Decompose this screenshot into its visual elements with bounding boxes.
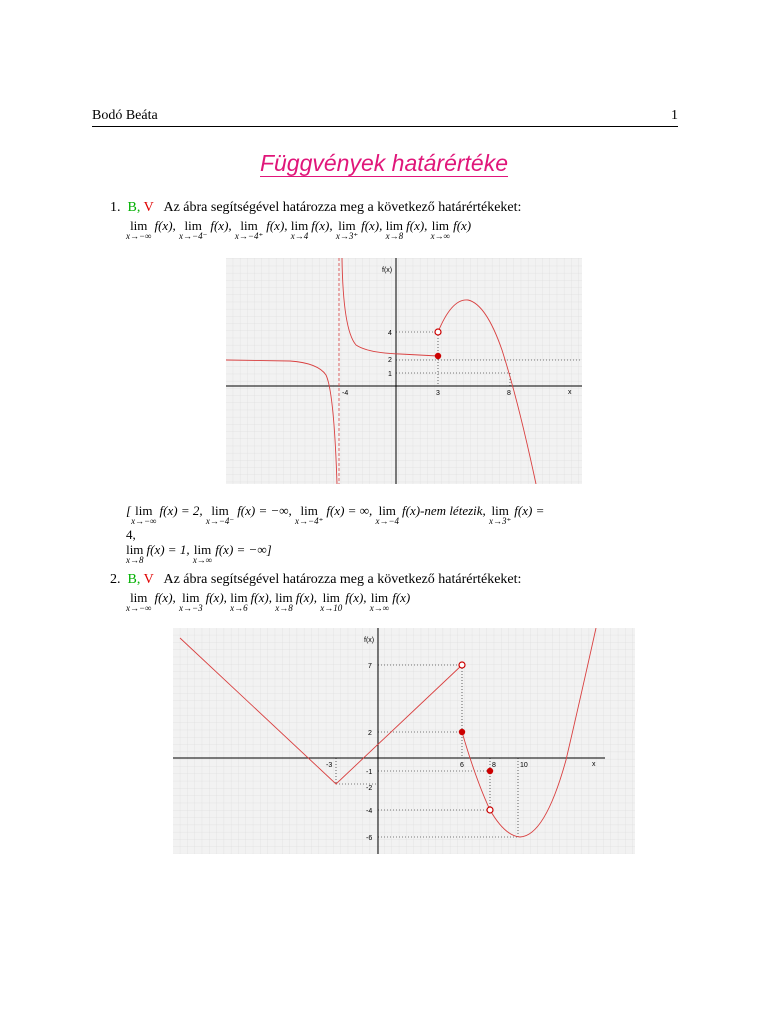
open-point (459, 662, 465, 668)
filled-point (459, 729, 465, 735)
svg-text:-6: -6 (366, 835, 373, 842)
exercise-1-answer: [ lim x→−∞ f(x) = 2, lim x→−4⁻ f(x) = −∞, lim x→−4⁺ f(x) = ∞, lim x→−4 f(x)-nem létezik, lim x→3⁺ f(x) = (126, 503, 545, 526)
page-title: Függvények határértéke (259, 150, 509, 176)
svg-text:-1: -1 (366, 769, 373, 776)
svg-text:-2: -2 (366, 785, 373, 792)
limit-expr: lim x→−4⁺ (234, 218, 264, 241)
exercise-2-limits: lim x→−∞ f(x), lim x→−3 f(x), lim x→6 f(x), lim x→8 f(x), lim x→10 f(x), lim x→∞ f(x) (126, 590, 411, 613)
svg-text:7: 7 (368, 663, 372, 670)
limit-expr: lim x→4 (290, 218, 309, 241)
fx-axis-label: f(x) (382, 267, 393, 274)
level-b: B (127, 200, 137, 215)
exercise-number: 2. (110, 572, 121, 587)
graph-1 (226, 258, 582, 484)
svg-text:6: 6 (460, 762, 464, 769)
svg-text:10: 10 (520, 762, 528, 769)
level-b: B (127, 572, 137, 587)
exercise-text: Az ábra segítségével határozza meg a következő határértékeket: (163, 572, 522, 587)
exercise-1-limits: lim x→−∞ f(x), lim x→−4⁻ f(x), lim x→−4⁺ f(x), lim x→4 f(x), lim x→3⁺ f(x), lim x→8 f(x), lim x→∞ f(x) (126, 218, 472, 241)
svg-text:3: 3 (436, 390, 440, 397)
exercise-1-answer-line2: lim x→8 f(x) = 1, lim x→∞ f(x) = −∞] (126, 542, 272, 565)
exercise-number: 1. (110, 200, 121, 215)
exercise-text: Az ábra segítségével határozza meg a következő határértékeket: (163, 200, 522, 215)
svg-text:4: 4 (388, 330, 392, 337)
svg-text:-4: -4 (342, 390, 349, 397)
filled-point (435, 353, 441, 359)
limit-expr: lim x→−4⁻ (179, 218, 208, 241)
x-axis-label: x (568, 389, 572, 396)
svg-text:-4: -4 (366, 808, 373, 815)
limit-expr: lim x→8 (385, 218, 404, 241)
svg-text:2: 2 (368, 730, 372, 737)
exercise-2-heading: 2. B, V Az ábra segítségével határozza meg a következő határértékeket: (110, 572, 522, 587)
svg-text:2: 2 (388, 357, 392, 364)
svg-text:8: 8 (492, 762, 496, 769)
level-v: V (143, 200, 154, 215)
graph-2 (173, 628, 635, 854)
author-name: Bodó Beáta (92, 108, 158, 123)
limit-expr: lim x→∞ (430, 218, 451, 241)
open-point (487, 807, 493, 813)
exercise-1-heading: 1. B, V Az ábra segítségével határozza meg a következő határértékeket: (110, 200, 522, 215)
page-header (92, 108, 678, 127)
page-number: 1 (671, 108, 678, 123)
level-v: V (143, 572, 154, 587)
fx-axis-label: f(x) (364, 637, 375, 644)
exercise-1-answer-cont: 4, (126, 527, 136, 542)
svg-text:8: 8 (507, 390, 511, 397)
svg-text:1: 1 (388, 371, 392, 378)
open-point (435, 329, 441, 335)
svg-text:-3: -3 (326, 762, 333, 769)
x-axis-label: x (592, 761, 596, 768)
limit-expr: lim x→3⁺ (335, 218, 359, 241)
limit-expr: lim x→−∞ (126, 218, 152, 241)
